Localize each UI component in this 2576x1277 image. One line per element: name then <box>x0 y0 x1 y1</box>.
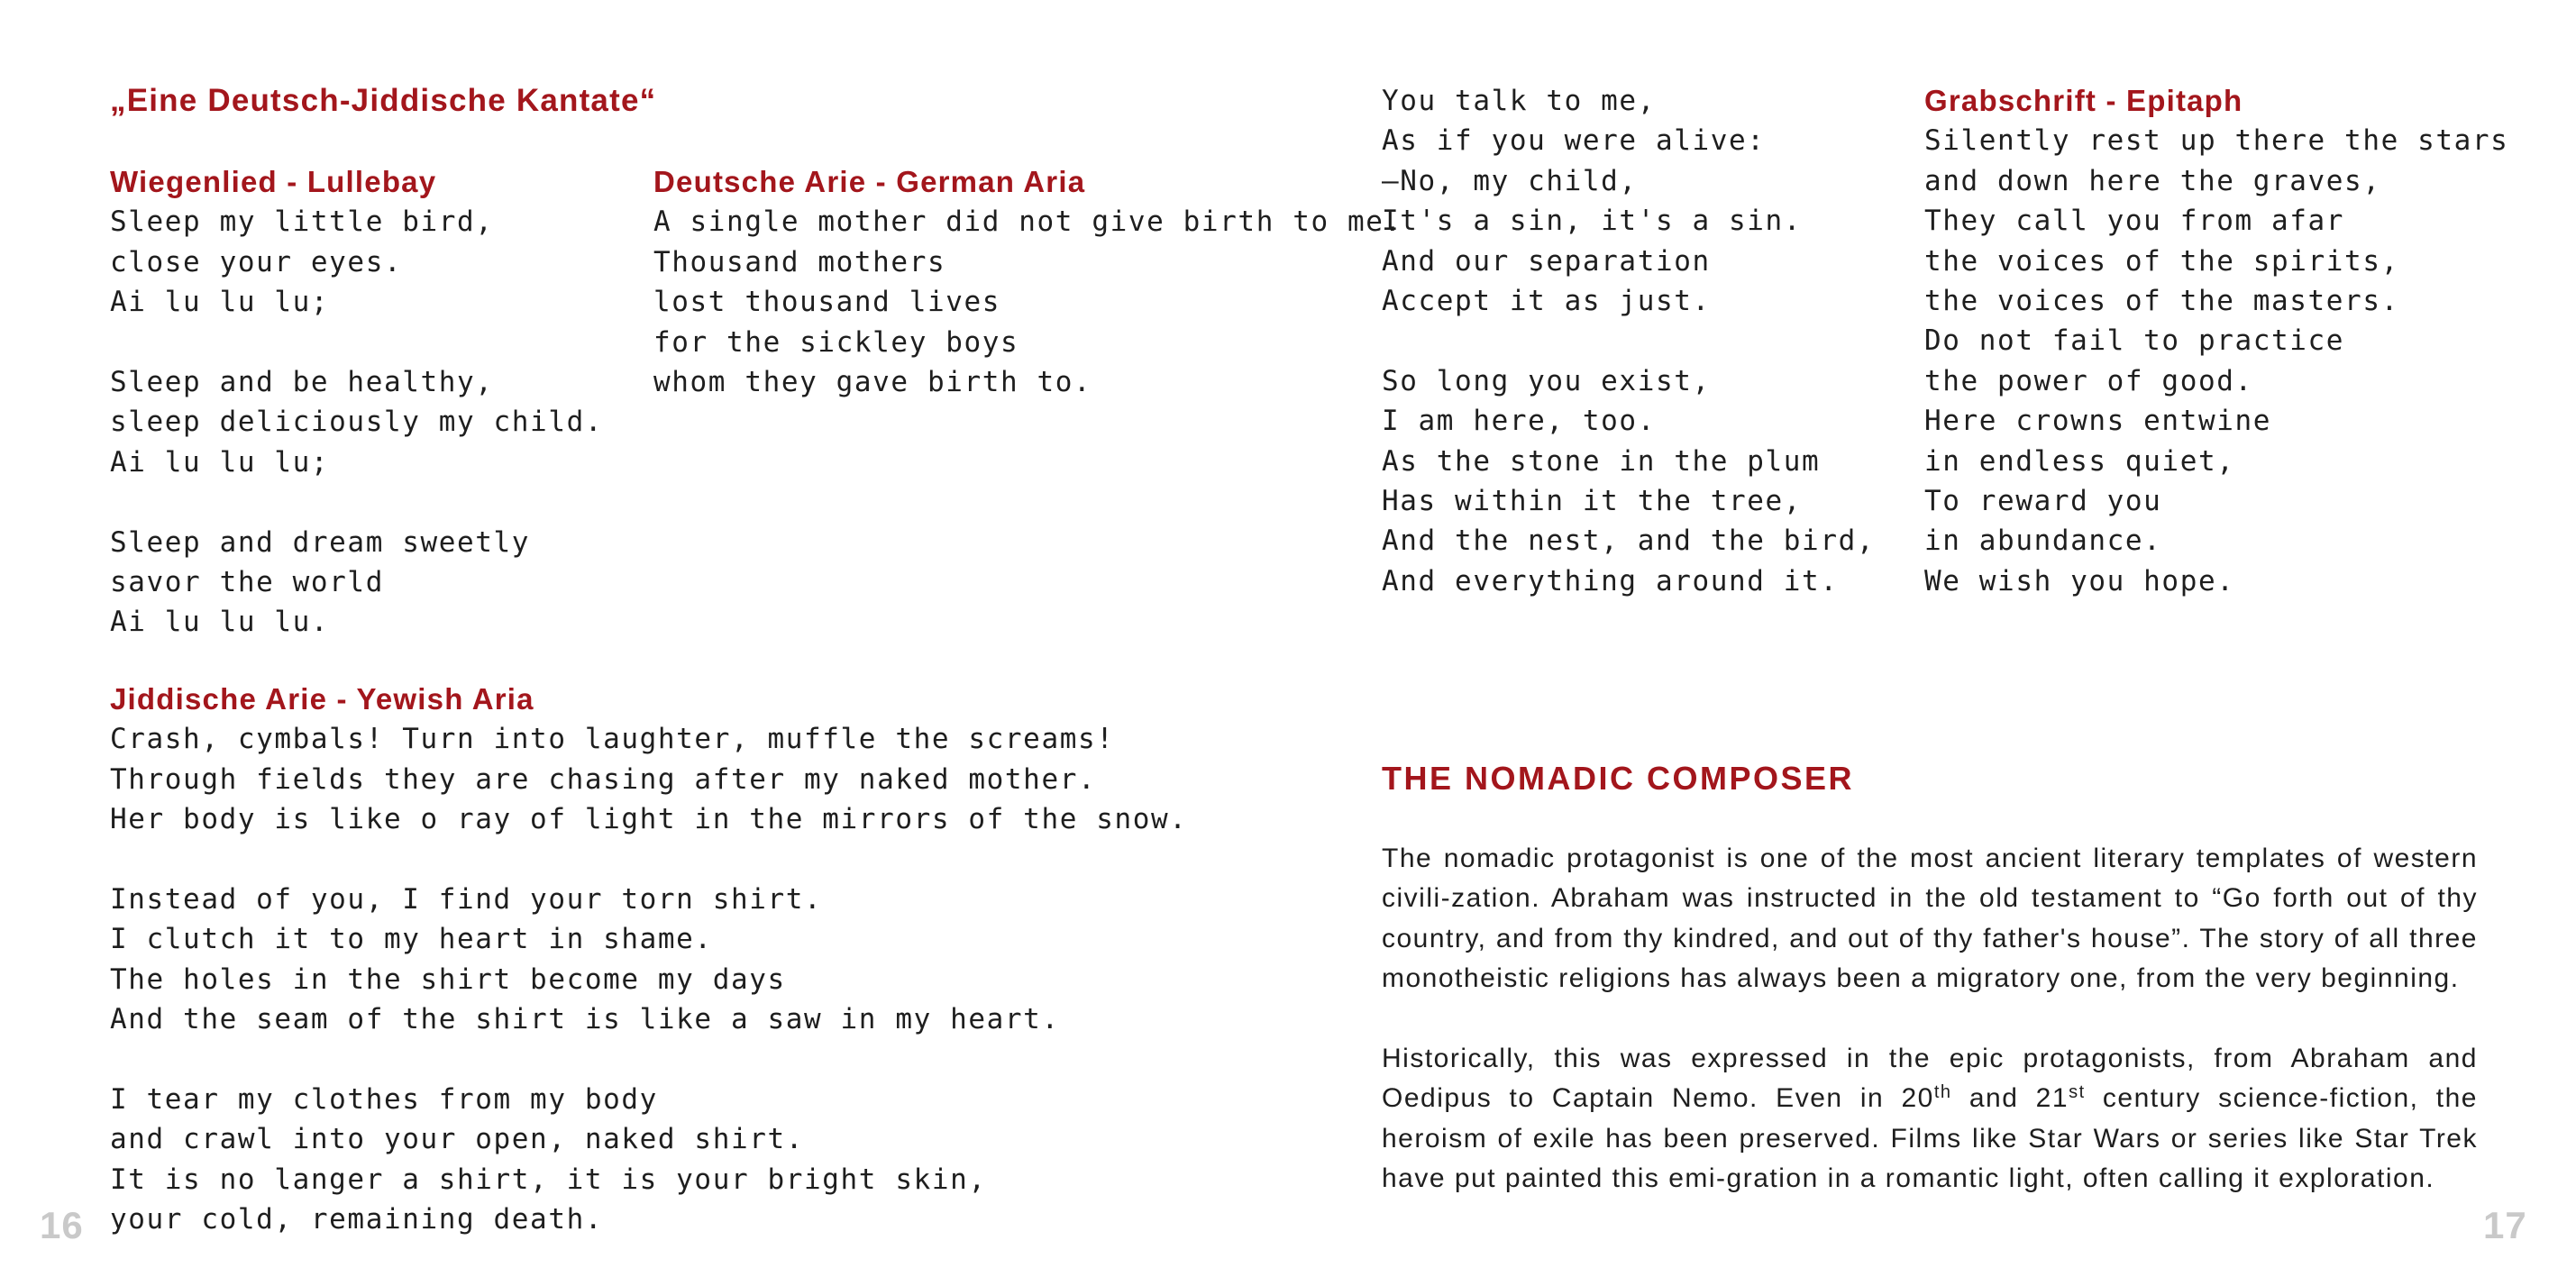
yiddish-aria-section <box>110 680 1188 1240</box>
yiddish-aria-text: Crash, cymbals! Turn into laughter, muffle the screams! Through fields they are chasing after my naked mother. Her body is like o ray of light in the mirrors of the snow. Instead of you, I find your torn shirt. I clutch it to my heart in shame. The holes in the shirt become my days And the seam of the shirt is like a saw in my heart. I tear my clothes from my body and crawl into your open, naked shirt. It is no langer a shirt, it is your bright skin, your cold, remaining death. <box>110 723 1188 1236</box>
paragraph-2-part-3: century science-fiction, the heroism of exile has been preserved. Films like Star Wars or series like Star Trek have put painted this emi-gration in a romantic light, often calling it exploration. <box>1382 1083 2478 1194</box>
superscript-th: th <box>1933 1082 1952 1103</box>
yiddish-aria-continued <box>1382 81 1875 601</box>
lullaby-section <box>110 162 603 643</box>
page-number-right: 17 <box>2483 1204 2527 1246</box>
page-number-left: 16 <box>40 1204 84 1246</box>
epitaph-heading: Grabschrift - Epitaph <box>1924 84 2243 117</box>
paragraph-2-part-1: Historically, this was expressed in the epic protagonists, from Abraham and Oedipus to Captain Nemo. Even in 20 <box>1382 1044 2478 1114</box>
paragraph-2 <box>1382 1039 2478 1199</box>
epitaph-section <box>1924 81 2508 601</box>
lullaby-text: Sleep my little bird, close your eyes. Ai lu lu lu; Sleep and be healthy, sleep deliciously my child. Ai lu lu lu; Sleep and dream sweetly savor the world Ai lu lu lu. <box>110 205 604 639</box>
continued-text: You talk to me, As if you were alive: –No, my child, It's a sin, it's a sin. And our separation Accept it as just. So long you exist, I am here, too. As the stone in the plum Has within it the tree, And the nest, and the bird, And everything around it. <box>1382 85 1876 597</box>
german-aria-heading: Deutsche Arie - German Aria <box>653 165 1086 198</box>
german-aria-text: A single mother did not give birth to me. Thousand mothers lost thousand lives for the sickley boys whom they gave birth to. <box>653 205 1402 399</box>
paragraph-1: The nomadic protagonist is one of the most ancient literary templates of western civili-zation. Abraham was instructed in the old testament to “Go forth out of thy country, and from thy kindred, and out of thy father's house”. The story of all three monotheistic religions has always been a migratory one, from the very beginning. <box>1382 844 2478 994</box>
essay-body <box>1382 839 2478 1199</box>
lullaby-heading: Wiegenlied - Lullebay <box>110 165 437 198</box>
cantata-title: „Eine Deutsch-Jiddische Kantate“ <box>110 83 657 118</box>
paragraph-2-part-2: and 21 <box>1951 1083 2069 1114</box>
epitaph-text: Silently rest up there the stars and down here the graves, They call you from afar the voices of the spirits, the voices of the masters. Do not fail to practice the power of good. Here crowns entwine in endless quiet, To reward you in abundance. We wish you hope. <box>1924 124 2509 597</box>
german-aria-section <box>653 162 1402 402</box>
section-heading: THE NOMADIC COMPOSER <box>1382 760 1855 797</box>
superscript-st: st <box>2069 1082 2086 1103</box>
yiddish-aria-heading: Jiddische Arie - Yewish Aria <box>110 682 534 716</box>
